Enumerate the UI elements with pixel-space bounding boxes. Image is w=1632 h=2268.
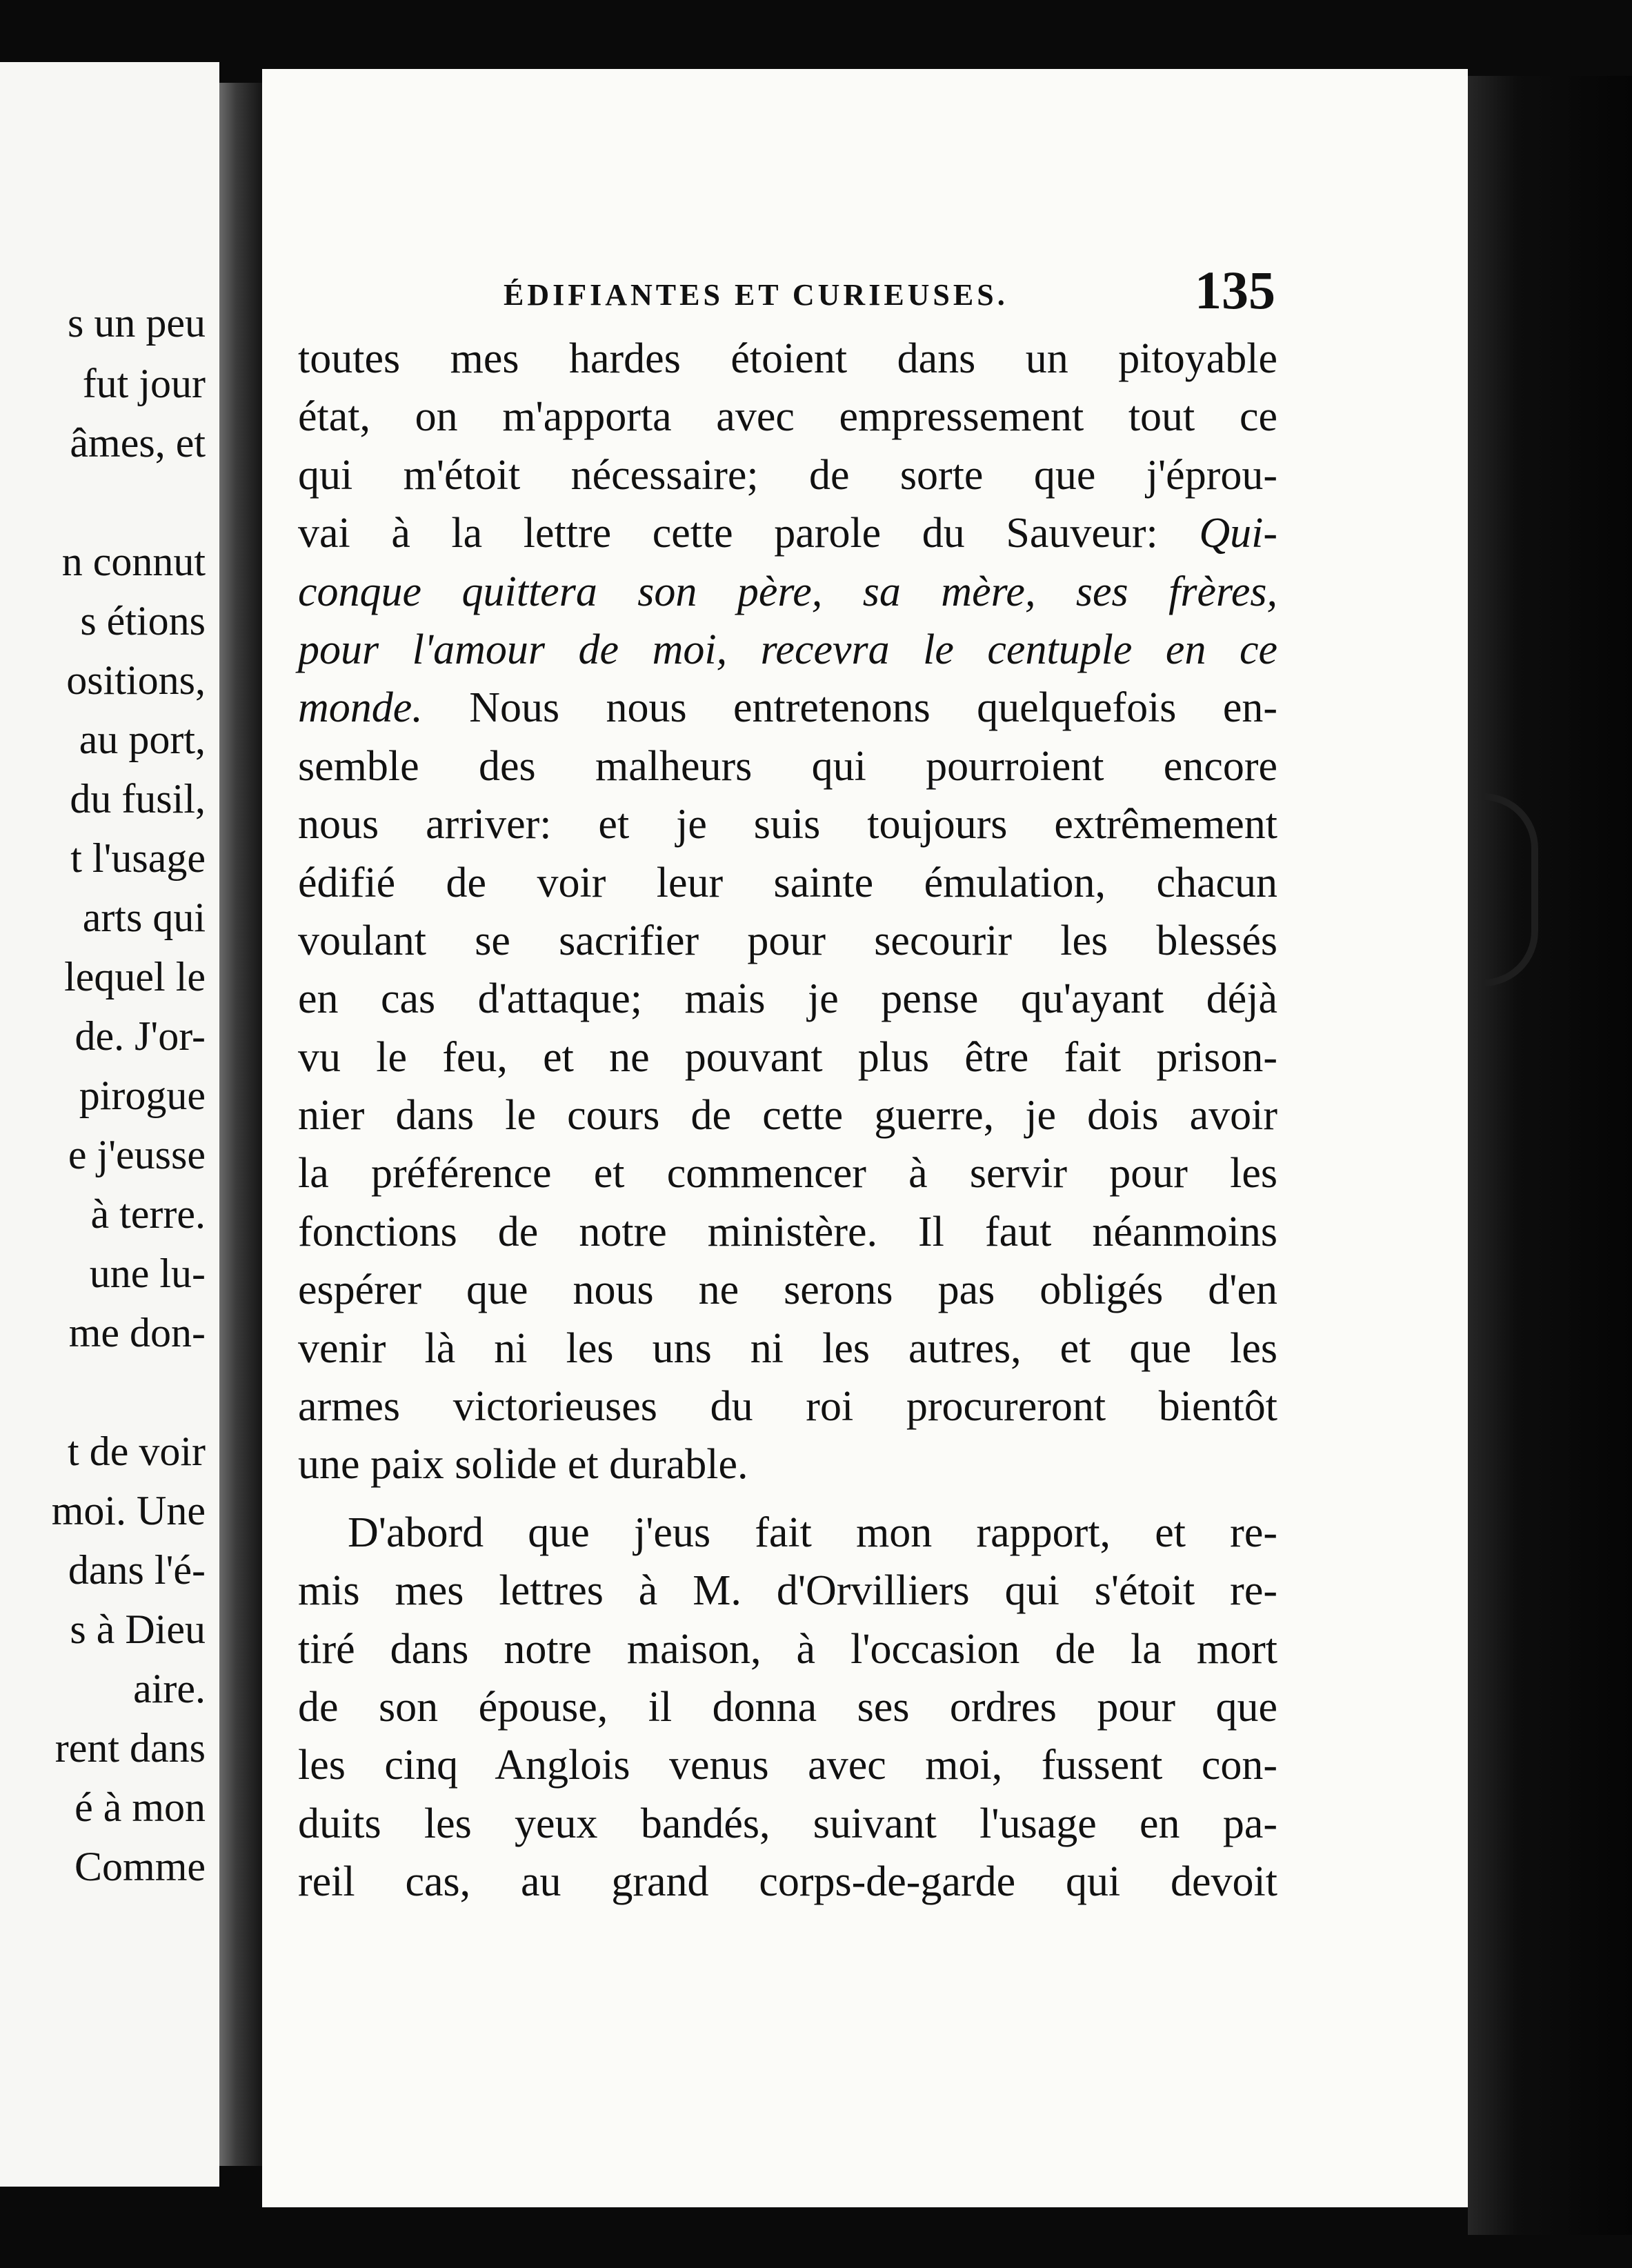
- left-page-line: pirogue: [79, 1073, 206, 1118]
- left-page-line: de. J'or-: [74, 1013, 206, 1059]
- text-line: tiré dans notre maison, à l'occasion de la mort: [298, 1625, 1277, 1673]
- text-line: toutes mes hardes étoient dans un pitoyable: [298, 335, 1277, 382]
- text-line: reil cas, au grand corps-de-garde qui devoit: [298, 1858, 1277, 1906]
- text-line-with-italic: vai à la lettre cette parole du Sauveur: Qui-: [298, 510, 1277, 557]
- left-page-line: me don-: [68, 1310, 206, 1355]
- left-page-line: du fusil,: [70, 776, 206, 822]
- left-page-line: n connut: [61, 539, 206, 584]
- text-line: état, on m'apporta avec empressement tout ce: [298, 393, 1277, 441]
- text-line: nous arriver: et je suis toujours extrêmement: [298, 801, 1277, 848]
- text-line: la préférence et commencer à servir pour les: [298, 1150, 1277, 1197]
- text-line: les cinq Anglois venus avec moi, fussent con-: [298, 1742, 1277, 1789]
- left-page-line: aire.: [133, 1666, 206, 1711]
- left-page-line: s un peu: [68, 300, 206, 346]
- left-page-line: é à mon: [74, 1784, 206, 1830]
- text-line-with-italic: monde. Nous nous entretenons quelquefois en-: [298, 684, 1277, 732]
- italic-quote: monde.: [298, 684, 423, 732]
- text-line: semble des malheurs qui pourroient encore: [298, 742, 1277, 790]
- left-page-line: Comme: [74, 1844, 206, 1889]
- left-page-line: âmes, et: [70, 420, 206, 466]
- edge-curve-mark: [1483, 793, 1538, 986]
- page-edge-dark: [1468, 76, 1632, 2235]
- text-line: qui m'étoit nécessaire; de sorte que j'éprou-: [298, 451, 1277, 499]
- left-page-line: e j'eusse: [68, 1132, 206, 1177]
- text-line-italic: [298, 621, 1277, 679]
- text-line: édifié de voir leur sainte émulation, chacun: [298, 859, 1277, 906]
- left-page-line: moi. Une: [51, 1488, 206, 1533]
- left-page-line: s étions: [80, 598, 206, 644]
- left-page-line: t l'usage: [70, 835, 206, 881]
- text-line: en cas d'attaque; mais je pense qu'ayant déjà: [298, 975, 1277, 1023]
- text-line: armes victorieuses du roi procureront bientôt: [298, 1383, 1277, 1431]
- left-page-line: lequel le: [64, 954, 206, 999]
- running-head: ÉDIFIANTES ET CURIEUSES.: [504, 278, 1008, 312]
- book-gutter-shadow: [219, 83, 262, 2166]
- text-line: espérer que nous ne serons pas obligés d'en: [298, 1266, 1277, 1314]
- page-number: 135: [1195, 260, 1275, 320]
- text-line: venir là ni les uns ni les autres, et que les: [298, 1324, 1277, 1372]
- left-page-line: à terre.: [90, 1191, 206, 1237]
- italic-quote: conque quittera son père, sa mère, ses frères,: [298, 568, 1277, 615]
- left-page-line: s à Dieu: [70, 1606, 206, 1652]
- left-page-line: dans l'é-: [68, 1547, 206, 1593]
- text-line: nier dans le cours de cette guerre, je dois avoir: [298, 1092, 1277, 1140]
- text-line: mis mes lettres à M. d'Orvilliers qui s'étoit re-: [298, 1567, 1277, 1615]
- text-line: vu le feu, et ne pouvant plus être fait prison-: [298, 1033, 1277, 1081]
- body-text: [298, 330, 1277, 1911]
- italic-quote: pour l'amour de moi, recevra le centuple en ce: [298, 626, 1277, 673]
- left-page-line: fut jour: [82, 361, 206, 406]
- left-page-line: rent dans: [54, 1725, 206, 1771]
- text-line: duits les yeux bandés, suivant l'usage en pa-: [298, 1800, 1277, 1847]
- left-page-line: ositions,: [66, 657, 206, 703]
- text-line-italic: [298, 563, 1277, 621]
- left-facing-page: [0, 62, 219, 2187]
- text-line: une paix solide et durable.: [298, 1441, 748, 1489]
- text-line: de son épouse, il donna ses ordres pour que: [298, 1683, 1277, 1731]
- left-page-line: au port,: [79, 717, 206, 762]
- text-line: D'abord que j'eus fait mon rapport, et re-: [348, 1509, 1277, 1556]
- left-page-line: arts qui: [82, 895, 206, 940]
- text-line: voulant se sacrifier pour secourir les blessés: [298, 917, 1277, 964]
- left-page-line: t de voir: [68, 1429, 206, 1474]
- left-page-line: une lu-: [89, 1251, 206, 1296]
- text-line: fonctions de notre ministère. Il faut néanmoins: [298, 1208, 1277, 1255]
- italic-quote: Qui-: [1199, 510, 1277, 557]
